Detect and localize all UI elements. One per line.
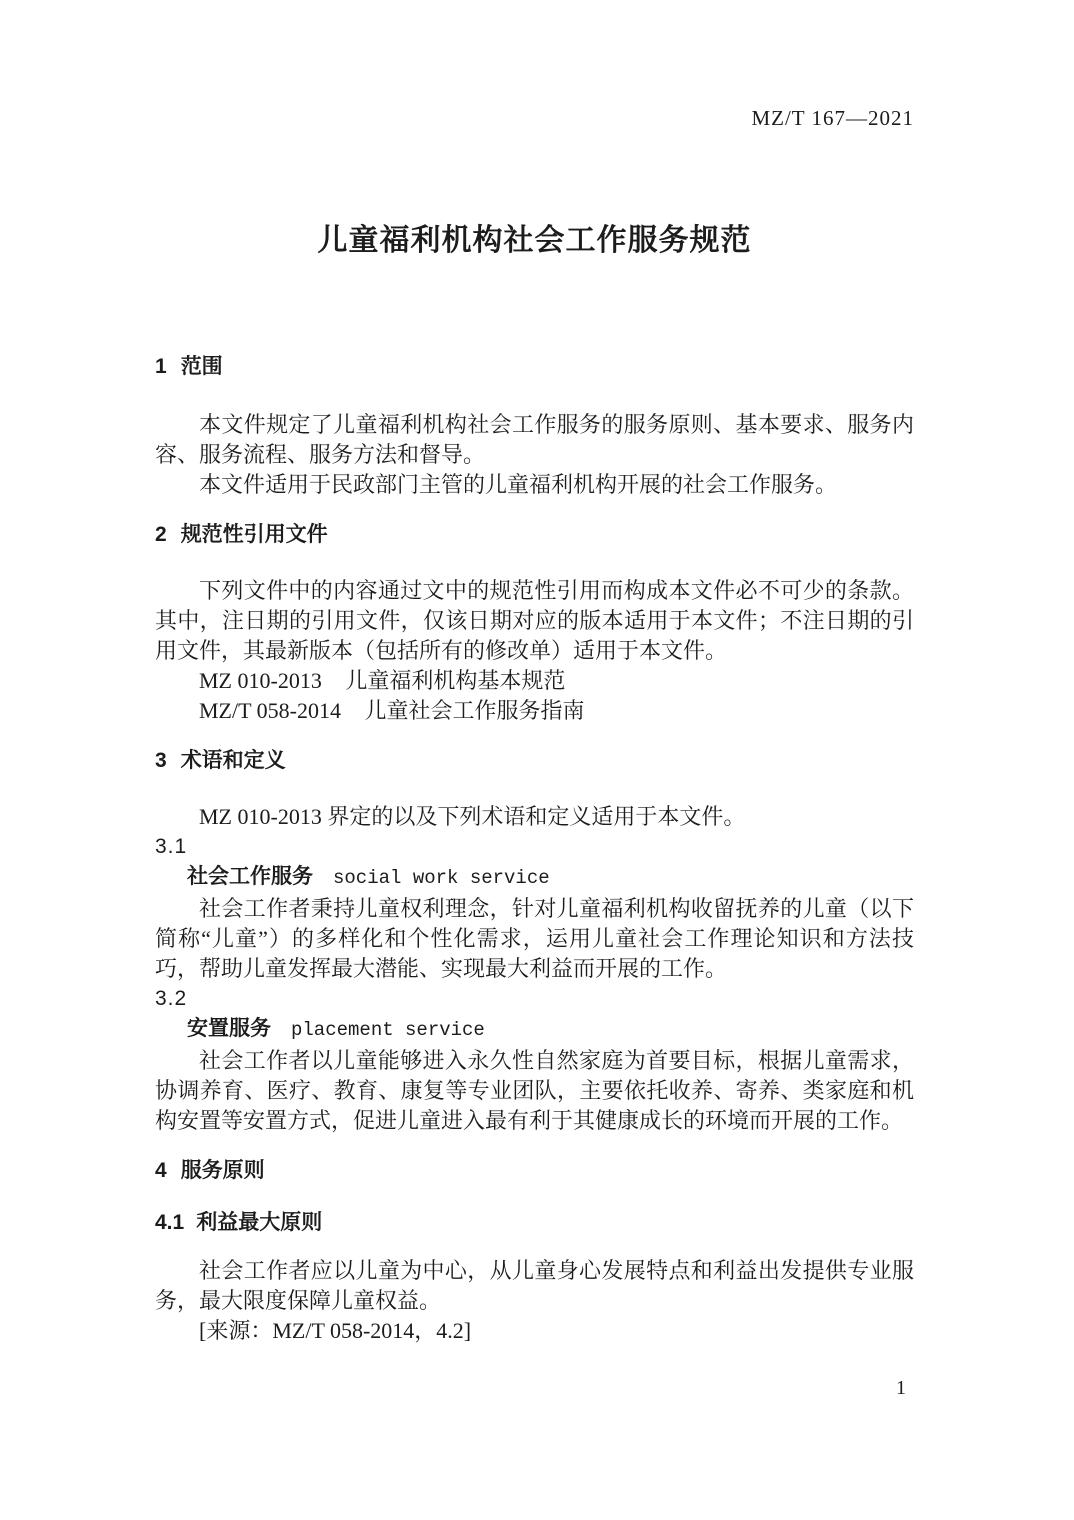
section-terms-and-definitions bbox=[155, 750, 914, 1136]
clause-number: 2 bbox=[155, 523, 167, 546]
term-line bbox=[155, 1014, 914, 1046]
term-number: 3.2 bbox=[155, 987, 188, 1010]
document-header bbox=[0, 0, 1074, 131]
term-chinese: 社会工作服务 bbox=[187, 865, 313, 888]
clause-title: 术语和定义 bbox=[180, 749, 286, 772]
paragraph: 下列文件中的内容通过文中的规范性引用而构成本文件必不可少的条款。其中，注日期的引用文件，仅该日期对应的版本适用于本文件；不注日期的引用文件，其最新版本（包括所有的修改单）适用于本文件。 bbox=[155, 578, 914, 663]
clause-heading-principles bbox=[155, 1160, 914, 1182]
source-note: [来源：MZ/T 058-2014，4.2] bbox=[199, 1318, 472, 1343]
document-body bbox=[0, 223, 1074, 1346]
term-definition: 社会工作者秉持儿童权利理念，针对儿童福利机构收留抚养的儿童（以下简称“儿童”）的多样化和个性化需求，运用儿童社会工作理论知识和方法技巧，帮助儿童发挥最大潜能、实现最大利益而开展的工作。 bbox=[155, 896, 914, 981]
standard-code: MZ/T 167—2021 bbox=[751, 106, 914, 130]
term-definition: 社会工作者以儿童能够进入永久性自然家庭为首要目标，根据儿童需求，协调养育、医疗、教育、康复等专业团队，主要依托收养、寄养、类家庭和机构安置等安置方式，促进儿童进入最有利于其健康成长的环境而开展的工作。 bbox=[155, 1048, 914, 1133]
paragraph: 本文件适用于民政部门主管的儿童福利机构开展的社会工作服务。 bbox=[199, 472, 838, 497]
clause-title: 服务原则 bbox=[180, 1159, 265, 1182]
normative-reference-item bbox=[155, 696, 914, 726]
clause-heading-terms bbox=[155, 750, 914, 772]
term-line bbox=[155, 862, 914, 894]
term-english: social work service bbox=[333, 867, 550, 889]
term-chinese: 安置服务 bbox=[187, 1017, 271, 1040]
reference-title: 儿童福利机构基本规范 bbox=[345, 668, 566, 693]
term-entry bbox=[155, 832, 914, 984]
clause-number: 1 bbox=[155, 355, 167, 378]
subclause-number: 4.1 bbox=[155, 1211, 185, 1234]
clause-heading-scope bbox=[155, 356, 914, 378]
document-title: 儿童福利机构社会工作服务规范 bbox=[317, 224, 752, 257]
reference-code: MZ 010-2013 bbox=[199, 668, 322, 693]
section-service-principles bbox=[155, 1160, 914, 1346]
section-scope bbox=[155, 356, 914, 500]
reference-code: MZ/T 058-2014 bbox=[199, 698, 341, 723]
section-normative-references bbox=[155, 524, 914, 726]
page-number: 1 bbox=[896, 1377, 906, 1399]
clause-title: 范围 bbox=[180, 355, 223, 378]
subclause-title: 利益最大原则 bbox=[196, 1211, 323, 1234]
normative-reference-item bbox=[155, 666, 914, 696]
paragraph: 社会工作者应以儿童为中心，从儿童身心发展特点和利益出发提供专业服务，最大限度保障儿童权益。 bbox=[155, 1258, 914, 1313]
subclause-heading bbox=[155, 1212, 914, 1234]
clause-title: 规范性引用文件 bbox=[180, 523, 328, 546]
paragraph: 本文件规定了儿童福利机构社会工作服务的服务原则、基本要求、服务内容、服务流程、服务方法和督导。 bbox=[155, 412, 914, 467]
clause-number: 4 bbox=[155, 1159, 167, 1182]
reference-title: 儿童社会工作服务指南 bbox=[364, 698, 585, 723]
clause-heading-references bbox=[155, 524, 914, 546]
term-entry bbox=[155, 984, 914, 1136]
clause-number: 3 bbox=[155, 749, 167, 772]
term-english: placement service bbox=[291, 1019, 485, 1041]
term-number: 3.1 bbox=[155, 835, 188, 858]
paragraph: MZ 010-2013 界定的以及下列术语和定义适用于本文件。 bbox=[199, 804, 746, 829]
